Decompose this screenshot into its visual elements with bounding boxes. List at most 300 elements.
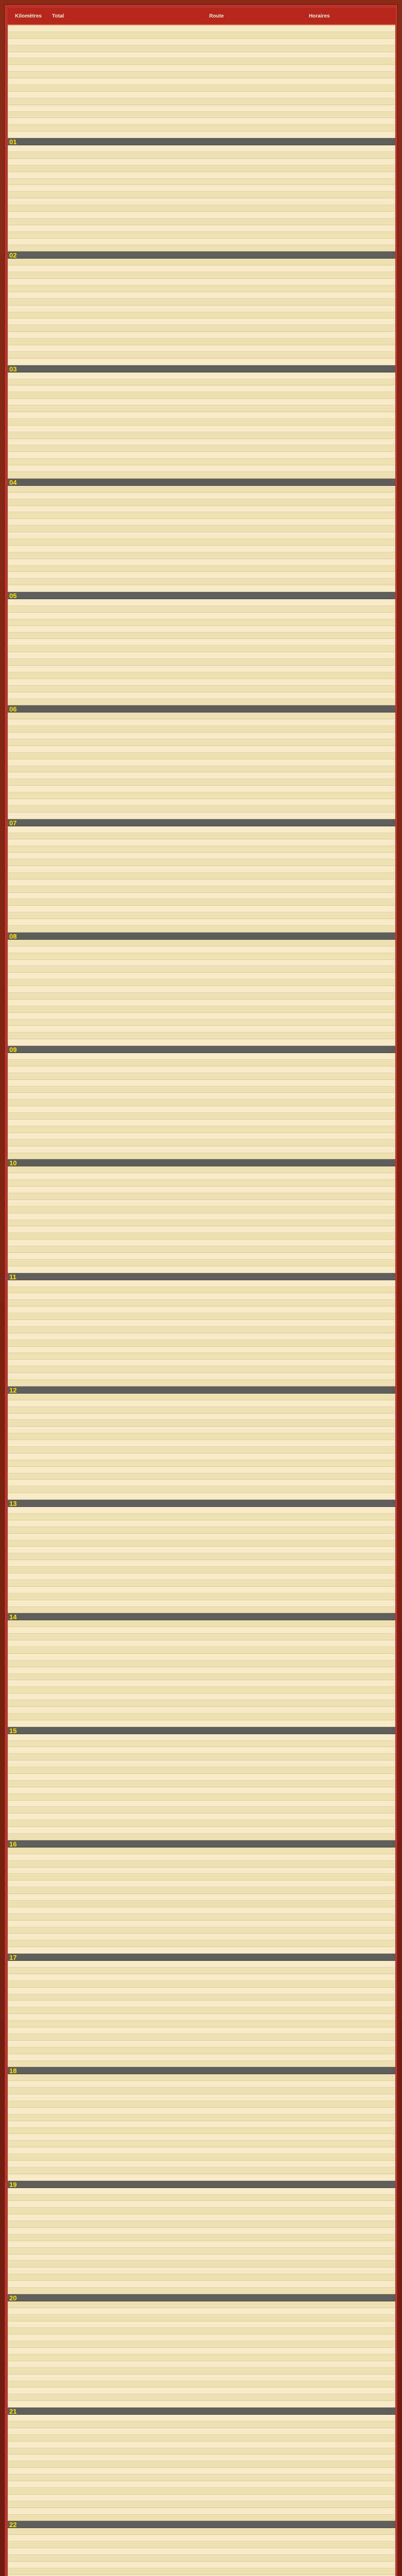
section-number: 08 — [9, 932, 17, 940]
table-row — [8, 192, 395, 198]
cell-km — [8, 1386, 49, 1394]
table-row — [8, 1534, 395, 1540]
table-row — [8, 2442, 395, 2448]
table-row — [8, 1600, 395, 1607]
table-row — [8, 692, 395, 699]
table-row — [8, 2381, 395, 2388]
table-row — [8, 1560, 395, 1567]
table-row — [8, 2001, 395, 2007]
page-frame — [4, 4, 398, 2576]
table-row — [8, 1988, 395, 1994]
table-row — [8, 1173, 395, 1180]
table-row — [8, 212, 395, 218]
table-row — [8, 1667, 395, 1674]
section-number: 10 — [9, 1159, 17, 1167]
table-row — [8, 699, 395, 706]
table-row — [8, 779, 395, 786]
table-row — [8, 1400, 395, 1407]
table-row — [8, 759, 395, 766]
table-row — [8, 1407, 395, 1414]
table-row — [8, 1934, 395, 1940]
table-row — [8, 719, 395, 726]
table-row — [8, 2061, 395, 2067]
table-row — [8, 1754, 395, 1760]
table-row — [8, 2448, 395, 2455]
table-row — [8, 2468, 395, 2475]
table-row — [8, 1720, 395, 1727]
table-row — [8, 251, 395, 259]
table-row — [8, 1961, 395, 1968]
table-row — [8, 1226, 395, 1233]
table-row — [8, 52, 395, 59]
table-row — [8, 2394, 395, 2401]
section-number: 03 — [9, 365, 17, 373]
header-total: Total — [52, 13, 64, 19]
table-row — [8, 105, 395, 112]
table-row — [8, 432, 395, 439]
table-row — [8, 245, 395, 252]
table-row — [8, 1180, 395, 1187]
table-row — [8, 32, 395, 39]
table-row — [8, 1353, 395, 1360]
table-row — [8, 365, 395, 372]
table-row — [8, 85, 395, 92]
table-row — [8, 1901, 395, 1907]
table-row — [8, 1200, 395, 1207]
table-body — [8, 25, 395, 2576]
table-row — [8, 318, 395, 325]
table-row — [8, 1060, 395, 1066]
table-row — [8, 1026, 395, 1032]
cell-km — [8, 705, 49, 713]
table-row — [8, 619, 395, 626]
table-row — [8, 259, 395, 265]
table-row — [8, 359, 395, 365]
table-row — [8, 78, 395, 85]
table-row — [8, 2341, 395, 2348]
table-row — [8, 2021, 395, 2027]
section-number: 17 — [9, 1954, 17, 1962]
cell-km — [8, 479, 49, 486]
table-row — [8, 1046, 395, 1053]
table-row — [8, 579, 395, 585]
table-row — [8, 1994, 395, 2001]
table-row — [8, 2334, 395, 2341]
table-row — [8, 2054, 395, 2061]
table-row — [8, 58, 395, 65]
table-row — [8, 873, 395, 879]
table-row — [8, 652, 395, 659]
table-row — [8, 1647, 395, 1654]
table-row — [8, 2195, 395, 2201]
section-number: 16 — [9, 1840, 17, 1848]
table-row — [8, 2255, 395, 2261]
table-row — [8, 125, 395, 131]
table-row — [8, 172, 395, 179]
roadbook-table — [8, 8, 395, 2576]
table-row — [8, 899, 395, 906]
table-row — [8, 279, 395, 285]
table-row — [8, 2088, 395, 2094]
table-row — [8, 2147, 395, 2154]
table-row — [8, 2161, 395, 2167]
table-row — [8, 352, 395, 359]
table-row — [8, 1760, 395, 1767]
table-row — [8, 1514, 395, 1520]
table-row — [8, 2568, 395, 2575]
table-row — [8, 2274, 395, 2281]
table-row — [8, 2121, 395, 2128]
table-row — [8, 1140, 395, 1146]
table-row — [8, 2435, 395, 2442]
table-row — [8, 2501, 395, 2508]
cell-km — [8, 2521, 49, 2529]
table-row — [8, 1620, 395, 1627]
table-row — [8, 372, 395, 379]
table-row — [8, 205, 395, 212]
section-number: 15 — [9, 1726, 17, 1735]
table-row — [8, 2375, 395, 2381]
table-row — [8, 118, 395, 125]
section-number: 09 — [9, 1046, 17, 1054]
section-number: 18 — [9, 2067, 17, 2075]
cell-km — [8, 2181, 49, 2189]
table-row — [8, 506, 395, 513]
cell-km — [8, 1273, 49, 1281]
table-row — [8, 65, 395, 72]
table-row — [8, 439, 395, 446]
table-row — [8, 866, 395, 873]
table-row — [8, 1493, 395, 1500]
table-row — [8, 806, 395, 812]
table-row — [8, 799, 395, 806]
cell-km — [8, 1046, 49, 1054]
header-km: Kilomètres — [15, 13, 42, 19]
table-row — [8, 1660, 395, 1667]
cell-km — [8, 365, 49, 373]
table-row — [8, 1113, 395, 1120]
table-row — [8, 1861, 395, 1868]
table-row — [8, 1613, 395, 1620]
table-row — [8, 1039, 395, 1046]
table-row — [8, 2481, 395, 2488]
table-row — [8, 1213, 395, 1220]
table-row — [8, 766, 395, 773]
table-row — [8, 2541, 395, 2548]
table-row — [8, 792, 395, 799]
table-row — [8, 812, 395, 819]
table-row — [8, 2361, 395, 2368]
table-row — [8, 2201, 395, 2208]
table-row — [8, 2421, 395, 2428]
table-row — [8, 1947, 395, 1954]
table-row — [8, 859, 395, 866]
table-row — [8, 1820, 395, 1827]
table-row — [8, 966, 395, 973]
table-row — [8, 1507, 395, 1514]
table-row — [8, 299, 395, 306]
table-row — [8, 1126, 395, 1133]
table-row — [8, 1981, 395, 1988]
table-row — [8, 2141, 395, 2147]
table-row — [8, 633, 395, 639]
table-row — [8, 2267, 395, 2274]
table-row — [8, 1293, 395, 1300]
table-row — [8, 2515, 395, 2521]
table-row — [8, 519, 395, 526]
table-row — [8, 1634, 395, 1640]
table-row — [8, 1273, 395, 1280]
table-row — [8, 1394, 395, 1400]
table-row — [8, 1467, 395, 1473]
table-row — [8, 746, 395, 753]
table-row — [8, 2261, 395, 2267]
table-row — [8, 445, 395, 452]
table-row — [8, 2454, 395, 2461]
table-row — [8, 1433, 395, 1440]
table-row — [8, 1480, 395, 1486]
table-row — [8, 2408, 395, 2415]
table-row — [8, 1607, 395, 1614]
table-row — [8, 1327, 395, 1333]
cell-km — [8, 251, 49, 259]
table-row — [8, 1300, 395, 1307]
table-row — [8, 1207, 395, 1213]
table-row — [8, 1887, 395, 1894]
table-row — [8, 1146, 395, 1153]
table-row — [8, 1153, 395, 1160]
section-number: 12 — [9, 1386, 17, 1394]
section-number: 21 — [9, 2408, 17, 2416]
cell-km — [8, 1613, 49, 1621]
table-row — [8, 1440, 395, 1447]
table-row — [8, 512, 395, 519]
table-row — [8, 2287, 395, 2294]
table-row — [8, 2508, 395, 2515]
table-row — [8, 493, 395, 499]
table-row — [8, 886, 395, 893]
table-row — [8, 1874, 395, 1880]
table-row — [8, 1220, 395, 1227]
table-row — [8, 1567, 395, 1573]
table-row — [8, 2188, 395, 2195]
table-row — [8, 285, 395, 292]
table-row — [8, 25, 395, 32]
table-row — [8, 292, 395, 299]
table-row — [8, 1320, 395, 1327]
table-row — [8, 419, 395, 426]
table-row — [8, 919, 395, 926]
section-number: 14 — [9, 1613, 17, 1621]
table-row — [8, 1894, 395, 1901]
section-number: 06 — [9, 705, 17, 714]
table-row — [8, 532, 395, 539]
table-row — [8, 639, 395, 646]
table-row — [8, 399, 395, 405]
table-row — [8, 452, 395, 459]
table-row — [8, 2041, 395, 2047]
table-row — [8, 2368, 395, 2375]
table-row — [8, 933, 395, 940]
table-row — [8, 1540, 395, 1547]
table-row — [8, 1827, 395, 1834]
table-row — [8, 472, 395, 479]
table-row — [8, 112, 395, 118]
table-row — [8, 1687, 395, 1693]
table-row — [8, 946, 395, 953]
cell-km — [8, 592, 49, 600]
table-row — [8, 1120, 395, 1126]
table-row — [8, 1006, 395, 1013]
table-row — [8, 486, 395, 493]
table-row — [8, 2354, 395, 2361]
table-row — [8, 552, 395, 559]
table-row — [8, 1807, 395, 1814]
table-row — [8, 272, 395, 279]
table-row — [8, 1714, 395, 1720]
table-row — [8, 2521, 395, 2528]
table-row — [8, 839, 395, 846]
table-row — [8, 1360, 395, 1366]
table-row — [8, 1386, 395, 1394]
table-row — [8, 539, 395, 546]
table-row — [8, 626, 395, 633]
table-row — [8, 1580, 395, 1587]
table-row — [8, 1654, 395, 1660]
table-row — [8, 2128, 395, 2134]
table-row — [8, 2228, 395, 2234]
table-row — [8, 979, 395, 986]
table-row — [8, 1032, 395, 1039]
table-row — [8, 546, 395, 552]
table-row — [8, 2321, 395, 2328]
table-row — [8, 1099, 395, 1106]
table-row — [8, 526, 395, 532]
table-row — [8, 1868, 395, 1874]
section-number: 22 — [9, 2521, 17, 2529]
table-row — [8, 1266, 395, 1273]
table-row — [8, 739, 395, 746]
table-row — [8, 325, 395, 332]
table-row — [8, 1414, 395, 1420]
table-row — [8, 585, 395, 592]
table-row — [8, 753, 395, 759]
table-row — [8, 1747, 395, 1754]
section-number: 19 — [9, 2180, 17, 2189]
table-row — [8, 1520, 395, 1527]
table-row — [8, 1674, 395, 1681]
table-row — [8, 2034, 395, 2041]
table-row — [8, 2081, 395, 2088]
table-row — [8, 2348, 395, 2354]
section-number: 13 — [9, 1500, 17, 1508]
table-row — [8, 973, 395, 979]
table-row — [8, 306, 395, 312]
table-row — [8, 572, 395, 579]
table-row — [8, 179, 395, 185]
table-row — [8, 2548, 395, 2555]
table-row — [8, 2555, 395, 2562]
table-row — [8, 2208, 395, 2214]
table-row — [8, 786, 395, 792]
table-row — [8, 2067, 395, 2074]
table-row — [8, 232, 395, 239]
table-row — [8, 2154, 395, 2161]
table-row — [8, 131, 395, 138]
table-row — [8, 185, 395, 192]
cell-km — [8, 1500, 49, 1507]
table-row — [8, 606, 395, 613]
table-row — [8, 906, 395, 912]
table-row — [8, 1774, 395, 1781]
table-row — [8, 1159, 395, 1166]
cell-km — [8, 933, 49, 940]
table-row — [8, 1246, 395, 1253]
table-row — [8, 2308, 395, 2315]
table-row — [8, 2027, 395, 2034]
table-row — [8, 1307, 395, 1313]
table-row — [8, 1453, 395, 1460]
table-row — [8, 592, 395, 599]
table-row — [8, 2294, 395, 2301]
table-row — [8, 1380, 395, 1386]
table-row — [8, 1801, 395, 1807]
cell-km — [8, 138, 49, 146]
cell-km — [8, 2294, 49, 2302]
table-row — [8, 559, 395, 566]
table-row — [8, 2475, 395, 2481]
table-row — [8, 1420, 395, 1427]
table-row — [8, 1447, 395, 1453]
table-row — [8, 1907, 395, 1914]
table-row — [8, 499, 395, 506]
table-row — [8, 679, 395, 686]
table-row — [8, 1106, 395, 1113]
table-row — [8, 225, 395, 232]
table-row — [8, 953, 395, 960]
table-row — [8, 926, 395, 933]
table-row — [8, 1627, 395, 1634]
table-row — [8, 1707, 395, 1714]
table-row — [8, 1260, 395, 1266]
table-row — [8, 459, 395, 465]
table-row — [8, 2562, 395, 2568]
table-row — [8, 1093, 395, 1099]
table-row — [8, 1313, 395, 1320]
table-row — [8, 332, 395, 338]
table-row — [8, 686, 395, 692]
table-row — [8, 239, 395, 245]
table-row — [8, 713, 395, 719]
table-row — [8, 2007, 395, 2014]
table-row — [8, 733, 395, 739]
section-number: 04 — [9, 478, 17, 486]
table-row — [8, 1013, 395, 1020]
table-row — [8, 1233, 395, 1240]
table-row — [8, 1253, 395, 1260]
table-row — [8, 2415, 395, 2421]
table-row — [8, 1834, 395, 1840]
table-row — [8, 138, 395, 145]
table-row — [8, 2495, 395, 2501]
table-row — [8, 2248, 395, 2255]
table-row — [8, 659, 395, 666]
table-row — [8, 265, 395, 272]
table-row — [8, 2174, 395, 2181]
table-row — [8, 999, 395, 1006]
table-row — [8, 1460, 395, 1467]
table-row — [8, 145, 395, 152]
